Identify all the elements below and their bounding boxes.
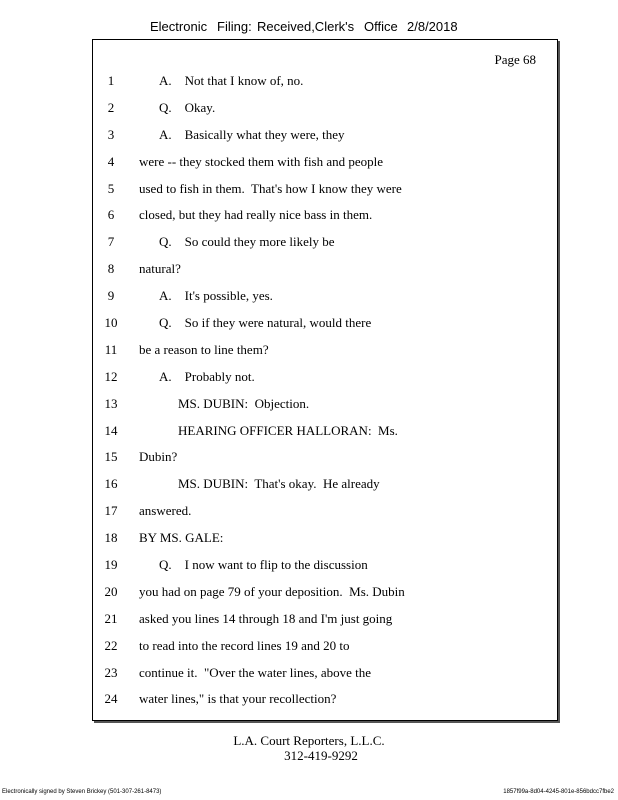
transcript-line <box>0 502 618 529</box>
line-number: 15 <box>104 449 118 465</box>
line-text: Q. I now want to flip to the discussion <box>159 557 368 573</box>
transcript-line <box>0 610 618 637</box>
transcript-line <box>0 126 618 153</box>
line-text: A. Probably not. <box>159 368 255 384</box>
line-number: 7 <box>107 234 115 250</box>
transcript-line <box>0 448 618 475</box>
line-number: 18 <box>104 530 118 546</box>
line-number: 1 <box>107 73 115 88</box>
transcript-line <box>0 72 618 99</box>
transcript-line <box>0 475 618 502</box>
transcript-line <box>0 664 618 691</box>
line-text: were -- they stocked them with fish and people <box>139 153 384 169</box>
line-text: Q. So if they were natural, would there <box>159 315 372 331</box>
electronic-signature-note: Electronically signed by Steven Brickey (501-307-261-8473) <box>2 789 162 795</box>
line-number: 13 <box>104 395 118 411</box>
filing-stamp-word: Received,Clerk's <box>257 19 355 34</box>
line-number: 6 <box>107 207 115 223</box>
transcript-line <box>0 529 618 556</box>
line-number: 4 <box>107 153 115 169</box>
line-number: 9 <box>107 288 115 304</box>
line-text: BY MS. GALE: <box>139 530 224 546</box>
line-text: answered. <box>139 503 192 519</box>
page-number: Page 68 <box>494 52 536 67</box>
transcript-line <box>0 260 618 287</box>
line-text: used to fish in them. That's how I know they were <box>139 180 402 196</box>
transcript-line <box>0 180 618 207</box>
transcript-line <box>0 314 618 341</box>
line-text: MS. DUBIN: That's okay. He already <box>178 476 380 492</box>
line-number: 21 <box>104 610 118 626</box>
line-text: to read into the record lines 19 and 20 to <box>139 637 350 653</box>
line-number: 8 <box>107 261 115 277</box>
transcript-line <box>0 637 618 664</box>
line-text: Q. So could they more likely be <box>159 234 335 250</box>
line-number: 12 <box>104 368 118 384</box>
line-text: continue it. "Over the water lines, above the <box>139 664 372 680</box>
line-number: 23 <box>104 664 118 680</box>
line-text: HEARING OFFICER HALLORAN: Ms. <box>178 422 398 438</box>
transcript-line <box>0 99 618 126</box>
line-text: closed, but they had really nice bass in them. <box>139 207 373 223</box>
reporter-footer <box>0 733 618 763</box>
line-number: 19 <box>104 557 118 573</box>
filing-stamp-word: Electronic <box>150 19 208 34</box>
transcript-lines <box>0 72 618 717</box>
line-text: natural? <box>139 261 181 277</box>
line-number: 20 <box>104 583 118 599</box>
document-id: 1857f99a-8d04-4245-801e-856bdcc7fbe2 <box>503 789 614 795</box>
line-text: Dubin? <box>139 449 178 465</box>
line-number: 14 <box>104 422 118 438</box>
transcript-line <box>0 690 618 717</box>
line-number: 22 <box>104 637 118 653</box>
line-text: A. Basically what they were, they <box>159 126 345 142</box>
transcript-line <box>0 556 618 583</box>
line-text: be a reason to line them? <box>139 341 269 357</box>
transcript-line <box>0 341 618 368</box>
line-number: 24 <box>104 691 118 707</box>
line-text: you had on page 79 of your deposition. Ms. Dubin <box>139 583 405 599</box>
transcript-line <box>0 422 618 449</box>
line-number: 11 <box>104 341 118 357</box>
line-number: 3 <box>107 126 115 142</box>
transcript-line <box>0 233 618 260</box>
transcript-line <box>0 206 618 233</box>
line-text: asked you lines 14 through 18 and I'm just going <box>139 610 393 626</box>
transcript-line <box>0 287 618 314</box>
line-number: 17 <box>104 503 118 519</box>
line-text: MS. DUBIN: Objection. <box>178 395 310 411</box>
line-number: 2 <box>107 99 115 115</box>
line-number: 5 <box>107 180 115 196</box>
court-reporter-phone: 312-419-9292 <box>284 748 358 763</box>
transcript-line <box>0 368 618 395</box>
line-text: A. It's possible, yes. <box>159 288 273 304</box>
line-number: 10 <box>104 315 118 331</box>
filing-stamp-word: Filing: <box>217 19 252 34</box>
filing-stamp-date: 2/8/2018 <box>407 19 458 34</box>
line-text: water lines," is that your recollection? <box>139 691 337 707</box>
transcript-line <box>0 583 618 610</box>
line-text: Q. Okay. <box>159 99 216 115</box>
transcript-line <box>0 153 618 180</box>
line-text: A. Not that I know of, no. <box>159 73 304 88</box>
filing-stamp-word: Office <box>364 19 398 34</box>
transcript-line <box>0 395 618 422</box>
line-number: 16 <box>104 476 118 492</box>
court-reporter-name: L.A. Court Reporters, L.L.C. <box>233 733 385 748</box>
